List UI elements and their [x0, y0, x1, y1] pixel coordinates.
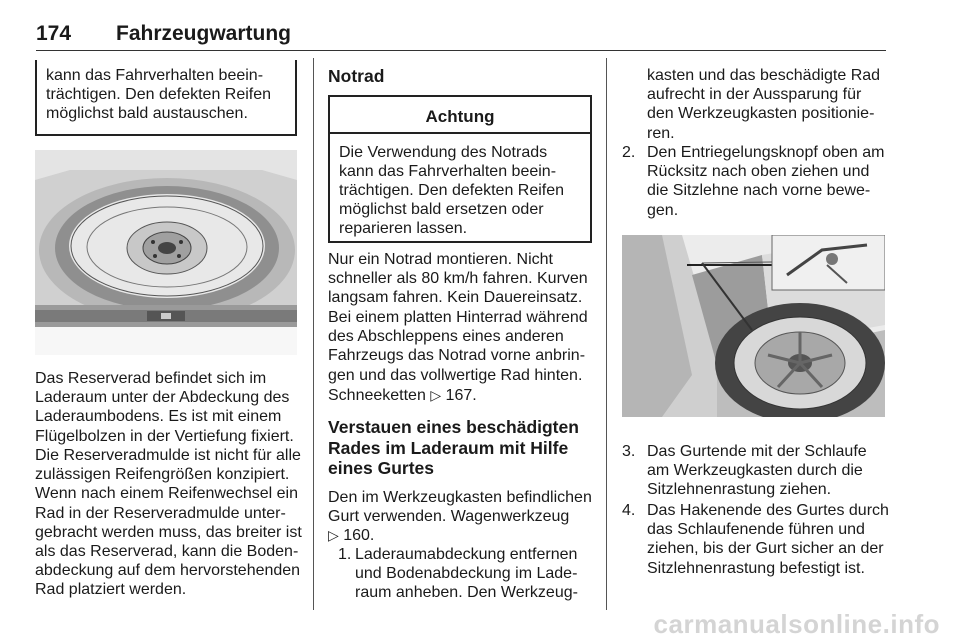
step-1-continued: kasten und das beschädigte Rad aufrecht in der Aussparung für den Werkzeugkasten positionie- ren.: [647, 67, 881, 142]
column-divider: [313, 58, 314, 610]
reference-text: Schneeketten: [328, 387, 426, 404]
page-number: 174: [36, 22, 72, 45]
snow-chains-reference: [328, 386, 477, 405]
reference-page[interactable]: 167.: [445, 387, 477, 404]
continued-caution-box: kann das Fahrverhalten beein- trächtigen. Den defekten Reifen möglichst bald austauschen.: [35, 60, 297, 136]
page-header: [36, 22, 886, 51]
strap-intro: Den im Werkzeugkasten befindlichen Gurt verwenden. Wagenwerkzeug ▷ 160.: [328, 489, 592, 545]
spare-wheel-description: Das Reserverad befindet sich im Laderaum unter der Abdeckung des Laderaumbodens. Es ist mit einem Flügelbolzen in der Vertiefung fixiert.: [35, 370, 294, 445]
cross-reference-arrow-icon: ▷: [328, 527, 339, 544]
towing-note: Bei einem platten Hinterrad während des Abschleppens eines anderen Fahrzeugs das Notrad vorne anbrin- gen und das vollwertige Rad hinten.: [328, 309, 588, 384]
spare-wheel-well-note: Die Reserveradmulde ist nicht für alle zulässigen Reifengrößen konzipiert. Wenn nach einem Reifenwechsel ein Rad in der Reserveradmulde unter- gebracht werden muss, das breiter ist als das Reserverad, kann die Boden- abdeckung auf dem hervorstehenden Rad platziert werden.: [35, 447, 302, 599]
caution-box: [328, 95, 592, 243]
watermark: carmanualsonline.info: [653, 609, 940, 639]
reference-page[interactable]: 160.: [343, 527, 375, 545]
column-divider: [606, 58, 607, 610]
section-heading-notrad: Notrad: [328, 66, 385, 86]
section-heading-stowing-damaged-wheel: Verstauen eines beschädigten Rades im Laderaum mit Hilfe eines Gurtes: [328, 417, 579, 478]
spare-wheel-illustration: [35, 150, 297, 355]
caution-title: Achtung: [330, 97, 590, 134]
cross-reference-arrow-icon: ▷: [430, 387, 442, 403]
cargo-area-strap-illustration: [622, 235, 885, 417]
page-title: Fahrzeugwartung: [116, 22, 292, 45]
caution-text: Die Verwendung des Notrads kann das Fahrverhalten beein- trächtigen. Den defekten Reifen möglichst bald ersetzen oder reparieren lassen.: [339, 144, 565, 237]
temporary-spare-instructions: Nur ein Notrad montieren. Nicht schneller als 80 km/h fahren. Kurven langsam fahren. Kein Dauereinsatz.: [328, 251, 588, 307]
